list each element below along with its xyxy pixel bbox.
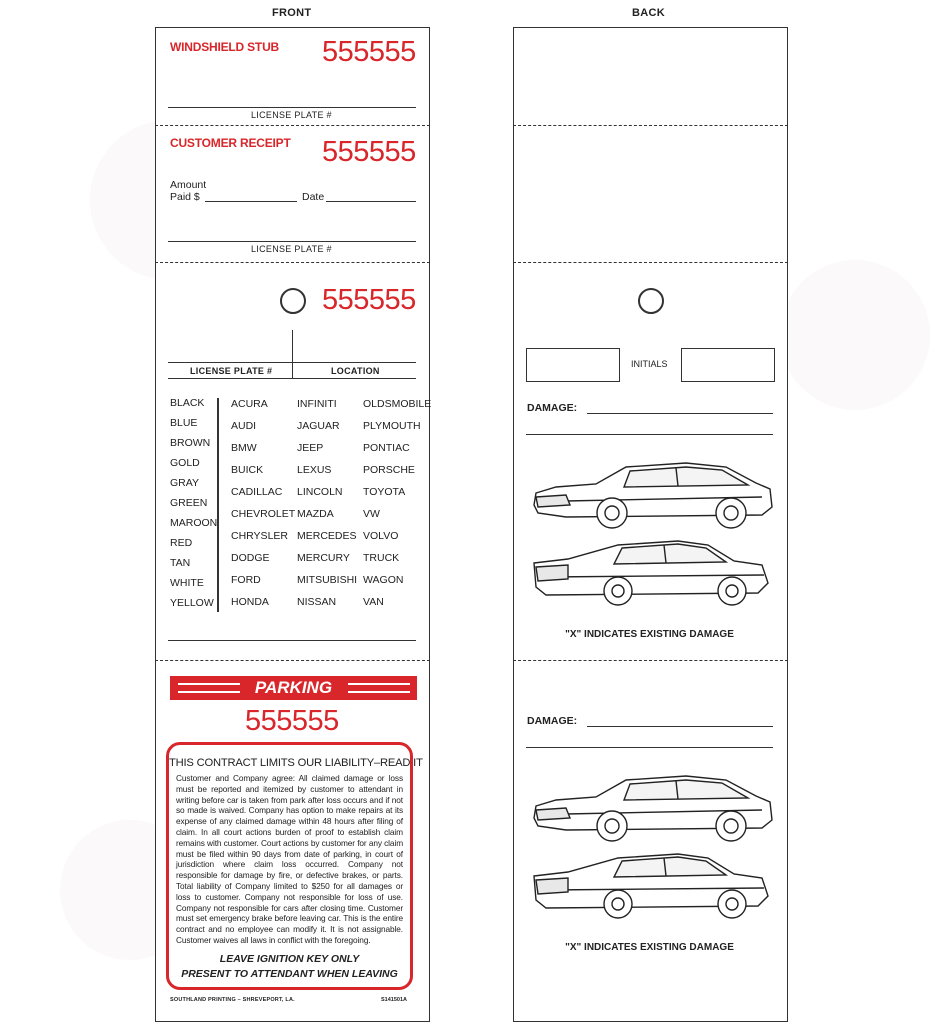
hang-hole: [280, 288, 306, 314]
make-item: WAGON: [363, 574, 404, 586]
amount-label: Amount: [170, 179, 207, 191]
color-item: YELLOW: [170, 597, 214, 609]
make-item: FORD: [231, 574, 261, 586]
car-illustration-rear-view: [528, 535, 778, 610]
perforation: [155, 262, 430, 263]
make-item: PONTIAC: [363, 442, 410, 454]
car-illustration-front-view-2: [526, 768, 776, 848]
perforation: [513, 125, 788, 126]
main-ticket-number: 555555: [322, 284, 416, 316]
perforation: [155, 125, 430, 126]
make-item: CHEVROLET: [231, 508, 296, 520]
color-list: [170, 393, 217, 613]
parking-banner-text: PARKING: [254, 678, 333, 697]
color-item: WHITE: [170, 577, 204, 589]
damage-line: [587, 413, 773, 414]
receipt-plate-label: LICENSE PLATE #: [251, 244, 332, 254]
perforation: [513, 660, 788, 661]
windshield-stub-title: WINDSHIELD STUB: [170, 40, 279, 54]
color-item: BLACK: [170, 397, 205, 409]
damage-label: DAMAGE:: [527, 402, 578, 414]
make-item: VW: [363, 508, 380, 520]
perforation: [513, 262, 788, 263]
watermark-shape: [780, 260, 930, 410]
color-item: GREEN: [170, 497, 208, 509]
make-item: VAN: [363, 596, 384, 608]
make-item: LEXUS: [297, 464, 332, 476]
printer-credit: SOUTHLAND PRINTING – SHREVEPORT, LA.: [170, 997, 295, 1003]
color-item: RED: [170, 537, 193, 549]
make-item: LINCOLN: [297, 486, 343, 498]
color-item: BLUE: [170, 417, 198, 429]
damage-note-2: "X" INDICATES EXISTING DAMAGE: [565, 942, 734, 953]
amount-line: [205, 201, 297, 202]
make-item: PORSCHE: [363, 464, 415, 476]
initials-box-left: [526, 348, 620, 382]
contract-title: THIS CONTRACT LIMITS OUR LIABILITY–READ IT: [169, 757, 423, 769]
make-list-2: [297, 393, 357, 613]
perforation: [155, 660, 430, 661]
make-list-3: [363, 393, 431, 613]
receipt-plate-line: [168, 241, 416, 242]
make-item: OLDSMOBILE: [363, 398, 432, 410]
paid-label: Paid $: [170, 191, 200, 203]
make-item: CADILLAC: [231, 486, 283, 498]
plate-location-line: [168, 362, 416, 363]
make-item: MAZDA: [297, 508, 334, 520]
list-divider: [217, 398, 219, 612]
damage-line-4: [526, 747, 773, 748]
initials-label: INITIALS: [631, 359, 668, 369]
make-item: MERCEDES: [297, 530, 357, 542]
make-item: HONDA: [231, 596, 269, 608]
damage-line-2: [526, 434, 773, 435]
make-item: JEEP: [297, 442, 324, 454]
color-item: BROWN: [170, 437, 211, 449]
contract-footer: [169, 952, 410, 982]
date-label: Date: [302, 191, 325, 203]
make-item: VOLVO: [363, 530, 399, 542]
color-item: TAN: [170, 557, 191, 569]
make-item: CHRYSLER: [231, 530, 288, 542]
color-item: GOLD: [170, 457, 200, 469]
damage-note: "X" INDICATES EXISTING DAMAGE: [565, 629, 734, 640]
make-item: AUDI: [231, 420, 257, 432]
make-item: ACURA: [231, 398, 268, 410]
windshield-plate-label: LICENSE PLATE #: [251, 110, 332, 120]
location-label: LOCATION: [331, 366, 380, 376]
date-line: [326, 201, 416, 202]
hang-hole: [638, 288, 664, 314]
make-item: MITSUBISHI: [297, 574, 358, 586]
contract-footer-line-1: LEAVE IGNITION KEY ONLY: [219, 953, 360, 965]
make-item: DODGE: [231, 552, 270, 564]
main-plate-label: LICENSE PLATE #: [190, 366, 273, 376]
form-code: S141501A: [381, 997, 407, 1003]
make-item: INFINITI: [297, 398, 337, 410]
plate-location-bottom-line: [168, 378, 416, 379]
car-illustration-front-view: [526, 455, 776, 535]
contract-footer-line-2: PRESENT TO ATTENDANT WHEN LEAVING: [181, 968, 398, 980]
make-item: NISSAN: [297, 596, 337, 608]
customer-receipt-title: CUSTOMER RECEIPT: [170, 136, 291, 150]
damage-label-2: DAMAGE:: [527, 715, 578, 727]
make-item: JAGUAR: [297, 420, 340, 432]
customer-receipt-number: 555555: [322, 136, 416, 168]
column-divider: [292, 330, 293, 378]
windshield-plate-line: [168, 107, 416, 108]
make-item: MERCURY: [297, 552, 350, 564]
make-item: PLYMOUTH: [363, 420, 421, 432]
contract-body: Customer and Company agree: All claimed damage or loss must be reported and itemized by customer to attendant in writing before car is taken from park after loss occurs and if not so made is waived. Company has option to make repairs at its expense of any claimed damage within 48 hours after filing of claim. In all court actions burden of proof to establish claim remains with customer. Court actions by customer for any claim must be filed within 90 days from date of parking, in court of jurisdiction where claim loss occurred. Company not responsible for damage by fire, or defective brakes, or parts. Total liability of Company limited to $250 for all damages or loss to customer. Company not responsible for loss of use. Company not responsible for cars after closing time. Customer must set emergency brake before leaving car. This is the entire contract and no employee can modify it. It is not assignable. Customer waives all laws in conflict with the foregoing.: [176, 773, 403, 945]
color-item: MAROON: [170, 517, 218, 529]
color-item: GRAY: [170, 477, 199, 489]
windshield-stub-number: 555555: [322, 36, 416, 68]
parking-banner: [170, 676, 417, 700]
initials-box-right: [681, 348, 775, 382]
main-bottom-line: [168, 640, 416, 641]
contract-box: [166, 742, 423, 990]
make-list-1: [231, 393, 295, 613]
front-header: FRONT: [272, 7, 312, 19]
make-item: TRUCK: [363, 552, 400, 564]
make-item: BMW: [231, 442, 257, 454]
make-item: BUICK: [231, 464, 264, 476]
back-header: BACK: [632, 7, 665, 19]
make-item: TOYOTA: [363, 486, 406, 498]
parking-ticket-number: 555555: [245, 705, 339, 737]
car-illustration-rear-view-2: [528, 848, 778, 923]
damage-line-3: [587, 726, 773, 727]
